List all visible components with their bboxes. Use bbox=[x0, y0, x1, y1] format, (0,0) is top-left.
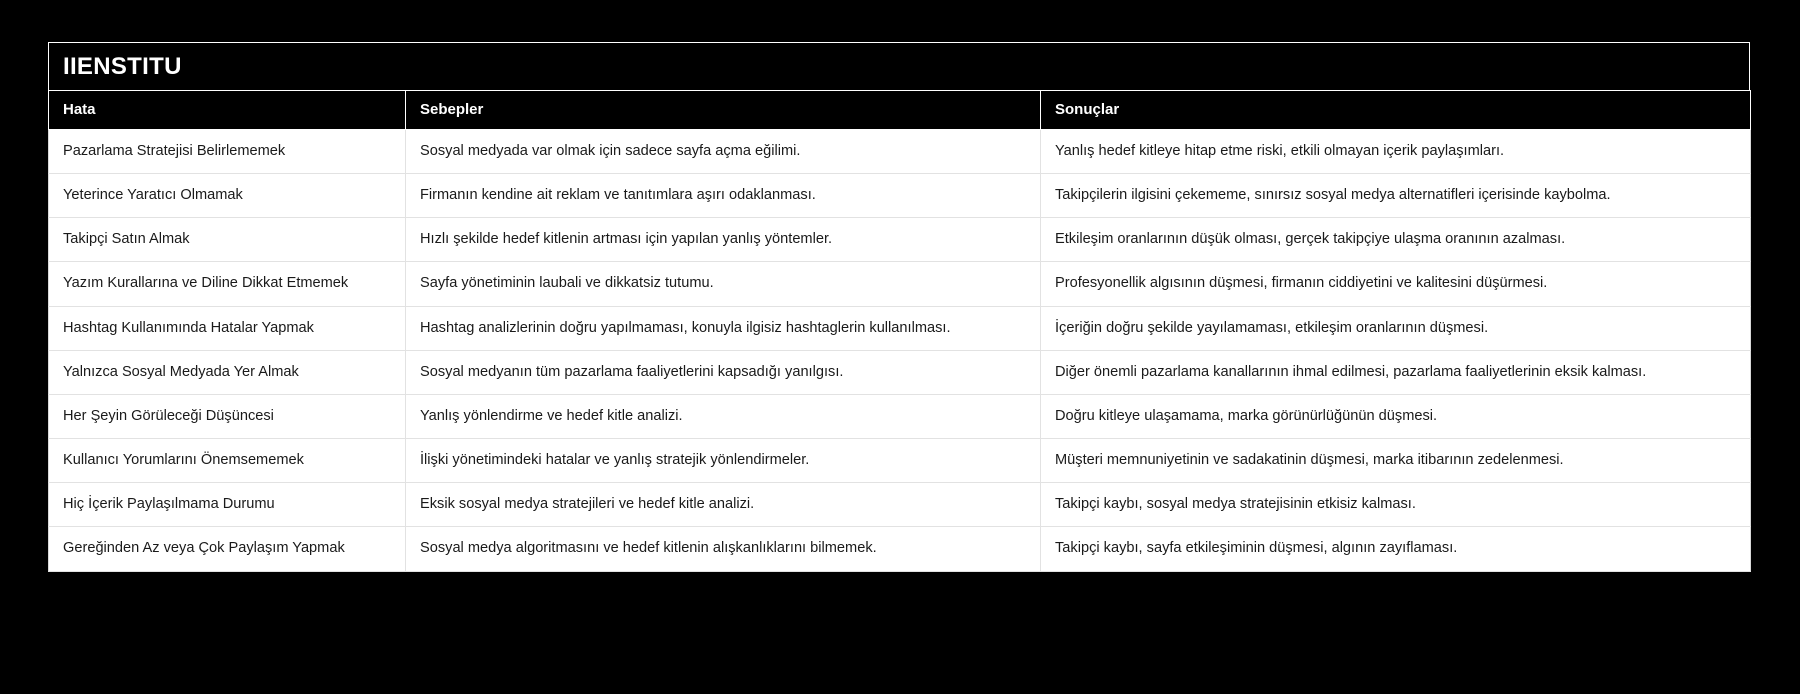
cell-sebepler: İlişki yönetimindeki hatalar ve yanlış stratejik yönlendirmeler. bbox=[406, 439, 1041, 483]
column-header-sonuclar: Sonuçlar bbox=[1041, 91, 1751, 130]
cell-sonuclar: Takipçi kaybı, sayfa etkileşiminin düşmesi, algının zayıflaması. bbox=[1041, 527, 1751, 571]
cell-hata: Yalnızca Sosyal Medyada Yer Almak bbox=[49, 350, 406, 394]
cell-hata: Hashtag Kullanımında Hatalar Yapmak bbox=[49, 306, 406, 350]
table-row bbox=[49, 439, 1751, 483]
cell-hata: Yeterince Yaratıcı Olmamak bbox=[49, 174, 406, 218]
table-row bbox=[49, 306, 1751, 350]
cell-sebepler: Sosyal medyanın tüm pazarlama faaliyetlerini kapsadığı yanılgısı. bbox=[406, 350, 1041, 394]
cell-hata: Her Şeyin Görüleceği Düşüncesi bbox=[49, 394, 406, 438]
cell-sebepler: Sosyal medyada var olmak için sadece sayfa açma eğilimi. bbox=[406, 130, 1041, 174]
brand-title: IIENSTITU bbox=[63, 52, 182, 80]
cell-hata: Takipçi Satın Almak bbox=[49, 218, 406, 262]
table-header-row bbox=[49, 91, 1751, 130]
cell-sebepler: Eksik sosyal medya stratejileri ve hedef kitle analizi. bbox=[406, 483, 1041, 527]
cell-sebepler: Sayfa yönetiminin laubali ve dikkatsiz tutumu. bbox=[406, 262, 1041, 306]
cell-hata: Yazım Kurallarına ve Diline Dikkat Etmemek bbox=[49, 262, 406, 306]
cell-hata: Hiç İçerik Paylaşılmama Durumu bbox=[49, 483, 406, 527]
cell-sonuclar: Doğru kitleye ulaşamama, marka görünürlüğünün düşmesi. bbox=[1041, 394, 1751, 438]
cell-hata: Kullanıcı Yorumlarını Önemsememek bbox=[49, 439, 406, 483]
cell-sonuclar: Takipçi kaybı, sosyal medya stratejisinin etkisiz kalması. bbox=[1041, 483, 1751, 527]
table-row bbox=[49, 350, 1751, 394]
table-header bbox=[49, 91, 1751, 130]
column-header-sebepler: Sebepler bbox=[406, 91, 1041, 130]
cell-hata: Pazarlama Stratejisi Belirlememek bbox=[49, 130, 406, 174]
table-row bbox=[49, 130, 1751, 174]
brand-header bbox=[48, 42, 1750, 90]
cell-sebepler: Hashtag analizlerinin doğru yapılmaması, konuyla ilgisiz hashtaglerin kullanılması. bbox=[406, 306, 1041, 350]
mistakes-table bbox=[48, 90, 1751, 572]
cell-sebepler: Hızlı şekilde hedef kitlenin artması için yapılan yanlış yöntemler. bbox=[406, 218, 1041, 262]
cell-sonuclar: Takipçilerin ilgisini çekememe, sınırsız sosyal medya alternatifleri içerisinde kaybolma. bbox=[1041, 174, 1751, 218]
cell-sebepler: Yanlış yönlendirme ve hedef kitle analizi. bbox=[406, 394, 1041, 438]
cell-sonuclar: Etkileşim oranlarının düşük olması, gerçek takipçiye ulaşma oranının azalması. bbox=[1041, 218, 1751, 262]
table-row bbox=[49, 483, 1751, 527]
table-row bbox=[49, 527, 1751, 571]
cell-sebepler: Firmanın kendine ait reklam ve tanıtımlara aşırı odaklanması. bbox=[406, 174, 1041, 218]
table-row bbox=[49, 174, 1751, 218]
infographic-card bbox=[48, 42, 1750, 572]
cell-sonuclar: Müşteri memnuniyetinin ve sadakatinin düşmesi, marka itibarının zedelenmesi. bbox=[1041, 439, 1751, 483]
cell-sonuclar: İçeriğin doğru şekilde yayılamaması, etkileşim oranlarının düşmesi. bbox=[1041, 306, 1751, 350]
cell-sebepler: Sosyal medya algoritmasını ve hedef kitlenin alışkanlıklarını bilmemek. bbox=[406, 527, 1041, 571]
table-row bbox=[49, 218, 1751, 262]
cell-sonuclar: Yanlış hedef kitleye hitap etme riski, etkili olmayan içerik paylaşımları. bbox=[1041, 130, 1751, 174]
cell-hata: Gereğinden Az veya Çok Paylaşım Yapmak bbox=[49, 527, 406, 571]
cell-sonuclar: Profesyonellik algısının düşmesi, firmanın ciddiyetini ve kalitesini düşürmesi. bbox=[1041, 262, 1751, 306]
table-row bbox=[49, 262, 1751, 306]
table-row bbox=[49, 394, 1751, 438]
table-body bbox=[49, 130, 1751, 572]
column-header-hata: Hata bbox=[49, 91, 406, 130]
cell-sonuclar: Diğer önemli pazarlama kanallarının ihmal edilmesi, pazarlama faaliyetlerinin eksik kalması. bbox=[1041, 350, 1751, 394]
